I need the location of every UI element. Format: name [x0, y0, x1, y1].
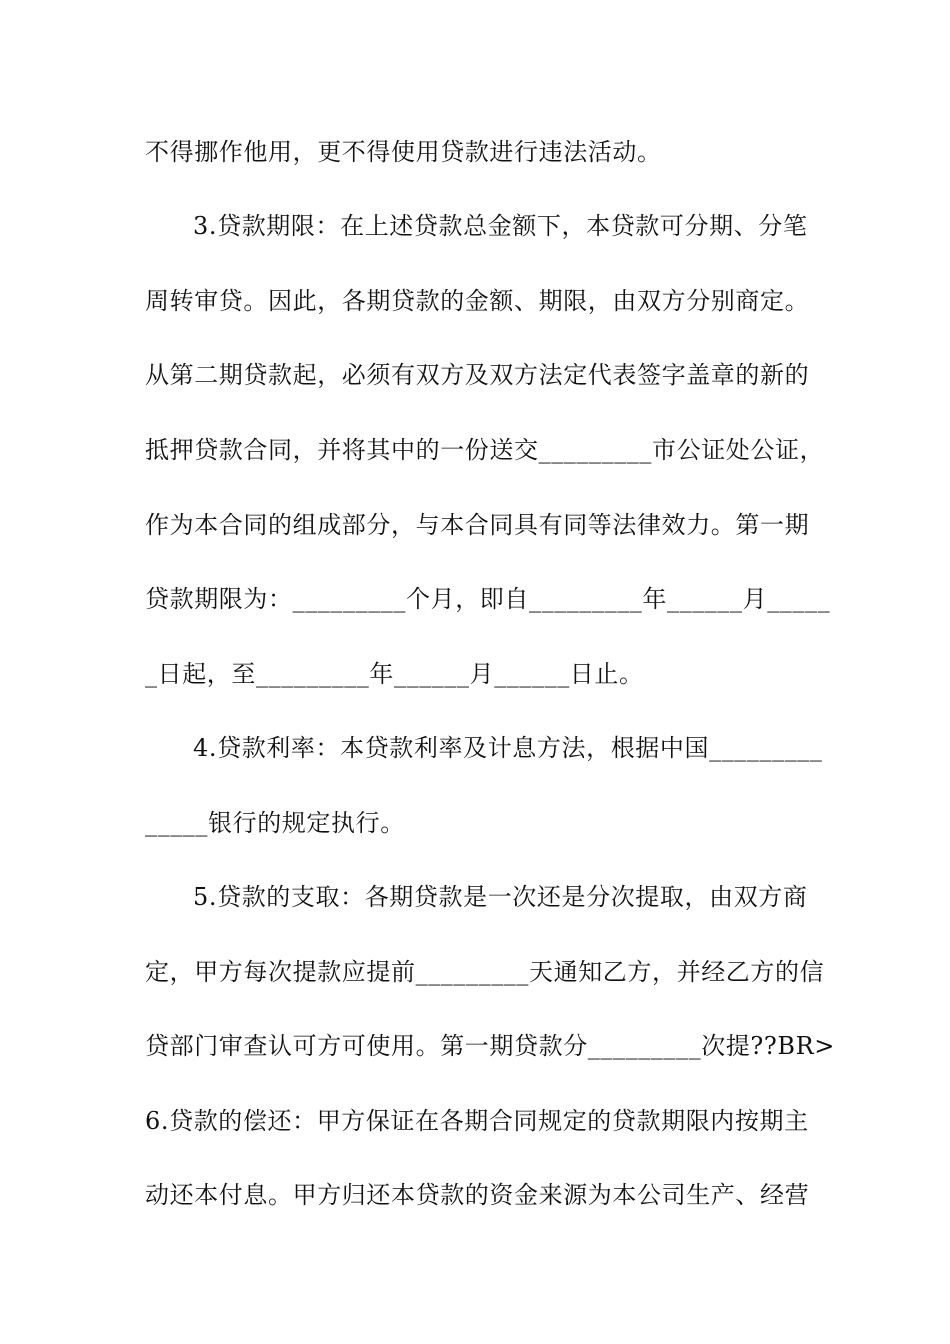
text-line: _日起，至_________年______月______日止。	[145, 660, 644, 688]
text-line: _____银行的规定执行。	[145, 809, 405, 837]
text-line: 定，甲方每次提款应提前_________天通知乙方，并经乙方的信	[145, 958, 825, 986]
text-line: 贷部门审查认可方可使用。第一期贷款分_________次提??BR>	[145, 1032, 835, 1060]
text-line: 4.贷款利率：本贷款利率及计息方法，根据中国_________	[193, 734, 823, 762]
text-line: 周转审贷。因此，各期贷款的金额、期限，由双方分别商定。	[145, 287, 810, 315]
text-line: 不得挪作他用，更不得使用贷款进行违法活动。	[145, 138, 662, 166]
text-line: 3.贷款期限：在上述贷款总金额下，本贷款可分期、分笔	[193, 212, 808, 240]
text-line: 从第二期贷款起，必须有双方及双方法定代表签字盖章的新的	[145, 361, 810, 389]
text-line: 作为本合同的组成部分，与本合同具有同等法律效力。第一期	[145, 511, 810, 539]
text-line: 动还本付息。甲方归还本贷款的资金来源为本公司生产、经营	[145, 1181, 810, 1209]
text-line: 6.贷款的偿还：甲方保证在各期合同规定的贷款期限内按期主	[145, 1107, 809, 1135]
text-line: 抵押贷款合同，并将其中的一份送交_________市公证处公证，	[145, 436, 825, 464]
text-line: 5.贷款的支取：各期贷款是一次还是分次提取，由双方商	[193, 883, 808, 911]
text-line: 贷款期限为：_________个月，即自_________年______月_____	[145, 585, 831, 613]
